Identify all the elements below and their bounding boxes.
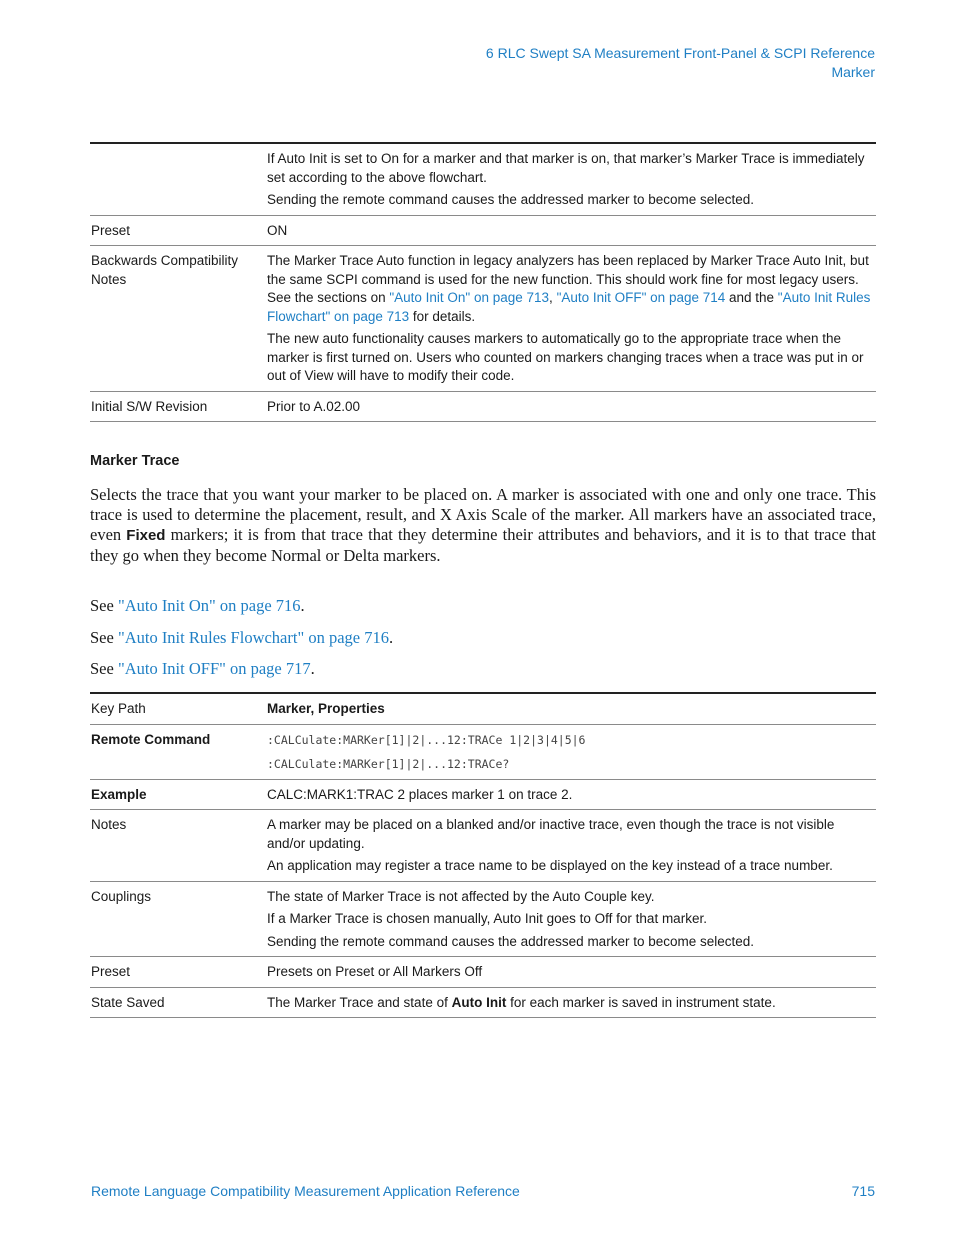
row-value: Presets on Preset or All Markers Off <box>266 957 876 988</box>
link-auto-init-on[interactable]: "Auto Init On" on page 713 <box>389 290 550 305</box>
table-row <box>90 881 876 957</box>
paragraph: If Auto Init is set to On for a marker and that marker is on, that marker’s Marker Trace is immediately set according to the above flowchart. <box>267 151 865 185</box>
row-value <box>266 724 876 779</box>
row-value <box>266 881 876 957</box>
link-auto-init-rules-flowchart[interactable]: "Auto Init Rules Flowchart" on page 716 <box>117 628 389 647</box>
table-row <box>90 779 876 810</box>
row-value: ON <box>266 215 876 246</box>
chapter-title: 6 RLC Swept SA Measurement Front-Panel & SCPI Reference <box>485 45 875 61</box>
see-also-line: See "Auto Init On" on page 716. <box>90 596 305 615</box>
paragraph: Sending the remote command causes the addressed marker to become selected. <box>267 933 755 949</box>
row-value: The Marker Trace and state of Auto Init for each marker is saved in instrument state. <box>266 987 876 1018</box>
table-row <box>90 391 876 422</box>
row-label: Preset <box>90 215 266 246</box>
row-value <box>266 246 876 392</box>
link-auto-init-on[interactable]: "Auto Init On" on page 716 <box>117 596 301 615</box>
see-also-line: See "Auto Init OFF" on page 717. <box>90 659 315 678</box>
row-label: State Saved <box>90 987 266 1018</box>
table-row <box>90 693 876 724</box>
scpi-query: :CALCulate:MARKer[1]|2|...12:TRACe? <box>267 757 510 771</box>
paragraph: If a Marker Trace is chosen manually, Auto Init goes to Off for that marker. <box>267 911 707 926</box>
scpi-command: :CALCulate:MARKer[1]|2|...12:TRACe 1|2|3|4|5|6 <box>267 732 586 747</box>
see-also-line: See "Auto Init Rules Flowchart" on page 716. <box>90 628 394 647</box>
row-value: Marker, Properties <box>266 693 876 724</box>
paragraph: Sending the remote command causes the addressed marker to become selected. <box>267 192 755 207</box>
link-auto-init-rules-flowchart[interactable]: "Auto Init Rules Flowchart" on page 713 <box>267 290 871 324</box>
row-label: Preset <box>90 957 266 988</box>
row-label: Backwards Compatibility Notes <box>90 246 266 392</box>
paragraph: The Marker Trace Auto function in legacy analyzers has been replaced by Marker Trace Auto Init, but the same SCPI command is used for the new function. This should work fine for most legacy users. See the sections on "Auto Init On" on page 713, "Auto Init OFF" on page 714 and the "Auto Init Rules Flowchart" on page 713 for details. <box>267 253 871 324</box>
paragraph: A marker may be placed on a blanked and/or inactive trace, even though the trace is not visible and/or updating. <box>267 817 835 851</box>
row-value: CALC:MARK1:TRAC 2 places marker 1 on trace 2. <box>266 779 876 810</box>
table-row <box>90 215 876 246</box>
row-label: Notes <box>90 810 266 882</box>
properties-table-continued <box>90 142 876 422</box>
table-row <box>90 143 876 215</box>
table-row <box>90 724 876 779</box>
row-value <box>266 810 876 882</box>
table-row <box>90 246 876 392</box>
row-label: Key Path <box>90 693 266 724</box>
page-footer <box>91 1183 875 1199</box>
row-value: Prior to A.02.00 <box>266 391 876 422</box>
row-label: Example <box>90 779 266 810</box>
running-header <box>486 44 875 82</box>
marker-trace-properties-table <box>90 692 876 1018</box>
section-description: Selects the trace that you want your marker to be placed on. A marker is associated with one and only one trace. This trace is used to determine the placement, result, and X Axis Scale of the marker. All markers have an associated trace, even Fixed markers; it is from that trace that they determine their attributes and behaviors, and it is to that trace that they go when they become Normal or Delta markers. <box>90 485 876 565</box>
paragraph: The state of Marker Trace is not affected by the Auto Couple key. <box>267 888 655 904</box>
table-row <box>90 987 876 1018</box>
page-number: 715 <box>851 1183 875 1199</box>
row-label: Initial S/W Revision <box>90 391 266 422</box>
document-title: Remote Language Compatibility Measurement Application Reference <box>91 1183 520 1199</box>
link-auto-init-off[interactable]: "Auto Init OFF" on page 714 <box>556 290 726 305</box>
section-title: Marker <box>831 64 875 80</box>
row-label: Remote Command <box>90 724 266 779</box>
paragraph: The new auto functionality causes markers to automatically go to the appropriate trace when the marker is first turned on. Users who counted on markers changing traces when a trace was put in or out of View will have to modify their code. <box>267 331 864 383</box>
table-row <box>90 810 876 882</box>
section-heading: Marker Trace <box>90 453 180 469</box>
paragraph: An application may register a trace name to be displayed on the key instead of a trace number. <box>267 858 833 873</box>
cell-value <box>266 143 876 215</box>
row-label: Couplings <box>90 881 266 957</box>
table-row <box>90 957 876 988</box>
link-auto-init-off[interactable]: "Auto Init OFF" on page 717 <box>117 659 311 678</box>
